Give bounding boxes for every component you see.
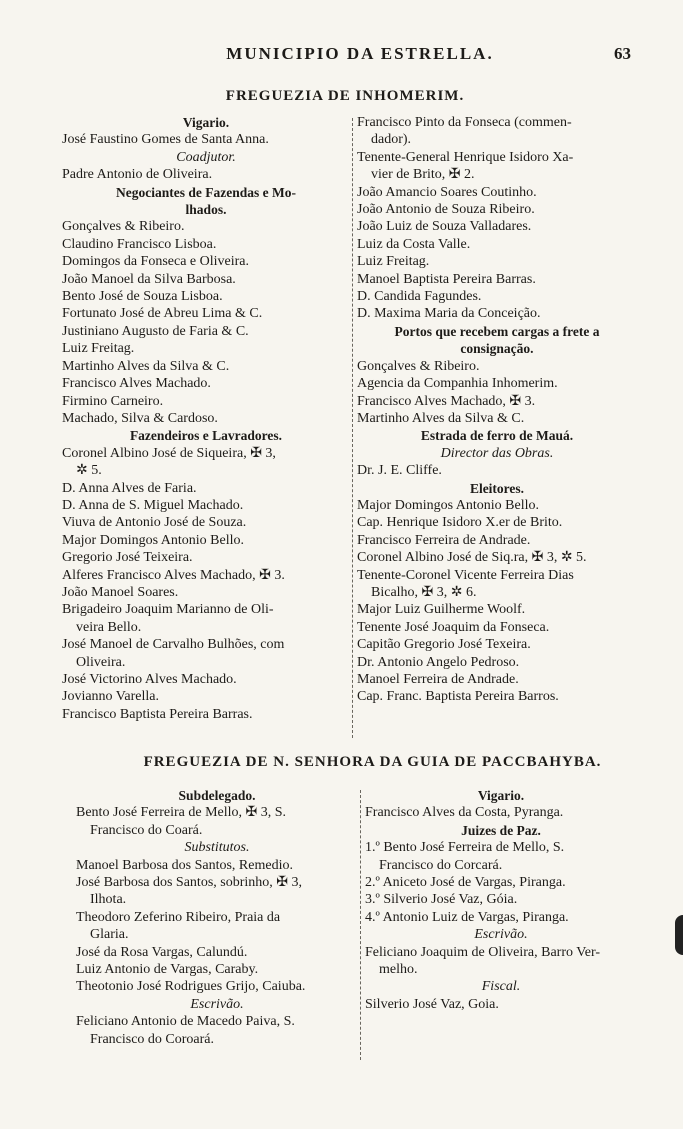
paccbahyba-right-section-heading: Juizes de Paz. [461, 822, 541, 838]
inhomerim-left-entry-line: Claudino Francisco Lisboa. [62, 236, 217, 252]
inhomerim-left-entry-line: Padre Antonio de Oliveira. [62, 167, 213, 183]
inhomerim-right-entry-line: Agencia da Companhia Inhomerim. [357, 376, 558, 392]
inhomerim-right-entry-line: Cap. Franc. Baptista Pereira Barros. [357, 689, 559, 705]
inhomerim-right-entry-line: Capitão Gregorio José Texeira. [357, 637, 531, 653]
paccbahyba-right-entry-line: 3.º Silverio José Vaz, Góia. [365, 892, 518, 908]
inhomerim-left-entry-line: Brigadeiro Joaquim Marianno de Oli- [62, 602, 274, 618]
inhomerim-left-entry-line: Domingos da Fonseca e Oliveira. [62, 254, 250, 270]
inhomerim-right-entry-line: Manoel Baptista Pereira Barras. [357, 271, 536, 287]
inhomerim-left-entry-line: Francisco Alves Machado. [62, 376, 211, 392]
column-right-inhomerim [357, 114, 637, 706]
inhomerim-right-entry-line: Major Luiz Guilherme Woolf. [357, 602, 526, 618]
inhomerim-right-entry-line: Francisco Ferreira de Andrade. [357, 532, 531, 548]
inhomerim-left-entry-line: Machado, Silva & Cardoso. [62, 410, 218, 426]
paccbahyba-right-entry-line: Feliciano Joaquim de Oliveira, Barro Ver- [365, 944, 601, 960]
inhomerim-left-section-heading: Negociantes de Fazendas e Mo- [116, 184, 296, 200]
paccbahyba-right-section-heading: Vigario. [477, 788, 525, 803]
inhomerim-left-entry-line: D. Anna Alves de Faria. [62, 480, 197, 496]
inhomerim-left-entry-line: Major Domingos Antonio Bello. [62, 532, 244, 548]
paccbahyba-left-subheading: Escrivão. [190, 996, 244, 1012]
paccbahyba-right-entry-line: 1.º Bento José Ferreira de Mello, S. [365, 840, 565, 856]
inhomerim-left-entry-line: Gonçalves & Ribeiro. [62, 219, 185, 235]
inhomerim-right-section-heading: Portos que recebem cargas a frete a [394, 323, 600, 339]
inhomerim-right-entry-line: Luiz da Costa Valle. [357, 236, 471, 252]
inhomerim-right-entry-line: Martinho Alves da Silva & C. [357, 410, 525, 426]
inhomerim-left-entry-line: Martinho Alves da Silva & C. [62, 358, 230, 374]
running-title: MUNICIPIO DA ESTRELLA. [226, 44, 494, 63]
column-left-paccbahyba [76, 787, 358, 1048]
inhomerim-left-entry-line: D. Anna de S. Miguel Machado. [62, 497, 244, 513]
paccbahyba-right-entry-line: Francisco do Corcará. [379, 857, 503, 873]
inhomerim-left-entry-line: Alferes Francisco Alves Machado, ✠ 3. [62, 567, 285, 583]
inhomerim-left-section-heading: lhados. [185, 202, 227, 218]
inhomerim-right-entry-line: Coronel Albino José de Siq.ra, ✠ 3, ✲ 5. [357, 550, 587, 566]
paccbahyba-left-entry-line: Francisco do Coroará. [90, 1031, 215, 1047]
paccbahyba-right-entry-line: melho. [379, 962, 418, 978]
inhomerim-right-entry-line: Dr. J. E. Cliffe. [357, 463, 442, 479]
paccbahyba-left-entry-line: Francisco do Coará. [90, 822, 203, 838]
inhomerim-left-entry-line: Viuva de Antonio José de Souza. [62, 515, 247, 531]
inhomerim-right-entry-line: Francisco Alves Machado, ✠ 3. [357, 393, 536, 409]
inhomerim-right-section-heading: consignação. [460, 341, 534, 357]
inhomerim-right-subheading: Director das Obras. [440, 445, 554, 461]
paccbahyba-left-section-heading: Subdelegado. [178, 788, 256, 803]
inhomerim-left-entry-line: Francisco Baptista Pereira Barras. [62, 706, 253, 722]
section-title-inhomerim: FREGUEZIA DE INHOMERIM. [225, 88, 465, 104]
inhomerim-right-entry-line: D. Candida Fagundes. [357, 289, 482, 305]
column-divider-2 [360, 790, 361, 1060]
inhomerim-left-entry-line: José Manoel de Carvalho Bulhões, com [62, 637, 285, 653]
paccbahyba-left-entry-line: Feliciano Antonio de Macedo Paiva, S. [76, 1014, 295, 1030]
inhomerim-right-section-heading: Estrada de ferro de Mauá. [420, 428, 574, 444]
inhomerim-left-section-heading: Vigario. [182, 115, 230, 130]
inhomerim-right-entry-line: João Amancio Soares Coutinho. [357, 184, 537, 200]
paccbahyba-right-entry-line: 2.º Aniceto José de Vargas, Piranga. [365, 875, 566, 891]
inhomerim-right-entry-line: Luiz Freitag. [357, 254, 430, 270]
inhomerim-left-entry-line: ✲ 5. [76, 463, 102, 479]
inhomerim-left-subheading: Coadjutor. [176, 149, 236, 165]
inhomerim-left-entry-line: José Faustino Gomes de Santa Anna. [62, 132, 269, 148]
inhomerim-left-entry-line: João Manoel da Silva Barbosa. [62, 271, 236, 287]
column-left-inhomerim [62, 114, 350, 723]
paccbahyba-right-subheading: Fiscal. [481, 979, 521, 995]
inhomerim-left-entry-line: Bento José de Souza Lisboa. [62, 289, 223, 305]
paccbahyba-left-entry-line: Theodoro Zeferino Ribeiro, Praia da [76, 909, 281, 925]
inhomerim-right-entry-line: Tenente-General Henrique Isidoro Xa- [357, 149, 574, 165]
inhomerim-right-entry-line: Gonçalves & Ribeiro. [357, 358, 480, 374]
paccbahyba-left-entry-line: Manoel Barbosa dos Santos, Remedio. [76, 857, 293, 873]
page-number: 63 [614, 44, 631, 63]
inhomerim-right-entry-line: dador). [371, 132, 412, 148]
inhomerim-right-entry-line: Bicalho, ✠ 3, ✲ 6. [371, 584, 477, 600]
paccbahyba-right-entry-line: 4.º Antonio Luiz de Vargas, Piranga. [365, 909, 569, 925]
paccbahyba-right-subheading: Escrivão. [474, 927, 528, 943]
paccbahyba-left-entry-line: Glaria. [90, 927, 129, 943]
inhomerim-left-entry-line: Fortunato José de Abreu Lima & C. [62, 306, 263, 322]
inhomerim-left-entry-line: Firmino Carneiro. [62, 393, 164, 409]
ink-blot [675, 915, 683, 955]
inhomerim-left-entry-line: Jovianno Varella. [62, 689, 159, 705]
inhomerim-right-entry-line: Major Domingos Antonio Bello. [357, 497, 539, 513]
inhomerim-left-entry-line: Coronel Albino José de Siqueira, ✠ 3, [62, 445, 276, 461]
paccbahyba-left-entry-line: José da Rosa Vargas, Calundú. [76, 944, 248, 960]
paccbahyba-left-entry-line: Theotonio José Rodrigues Grijo, Caiuba. [76, 979, 306, 995]
inhomerim-left-entry-line: José Victorino Alves Machado. [62, 672, 237, 687]
paccbahyba-left-entry-line: Bento José Ferreira de Mello, ✠ 3, S. [76, 805, 287, 821]
paccbahyba-left-entry-line: Luiz Antonio de Vargas, Caraby. [76, 962, 259, 978]
inhomerim-right-entry-line: Manoel Ferreira de Andrade. [357, 672, 519, 687]
section-title-paccbahyba: FREGUEZIA DE N. SENHORA DA GUIA DE PACCBAHYBA. [143, 754, 602, 770]
paccbahyba-left-entry-line: José Barbosa dos Santos, sobrinho, ✠ 3, [76, 875, 303, 891]
inhomerim-right-entry-line: D. Maxima Maria da Conceição. [357, 306, 541, 322]
paccbahyba-right-entry-line: Francisco Alves da Costa, Pyranga. [365, 805, 564, 821]
paccbahyba-left-entry-line: Ilhota. [90, 892, 127, 908]
inhomerim-right-entry-line: Francisco Pinto da Fonseca (commen- [357, 115, 572, 130]
inhomerim-right-entry-line: Tenente José Joaquim da Fonseca. [357, 619, 550, 635]
inhomerim-left-entry-line: Luiz Freitag. [62, 341, 135, 357]
inhomerim-right-entry-line: Cap. Henrique Isidoro X.er de Brito. [357, 515, 563, 531]
inhomerim-left-entry-line: João Manoel Soares. [62, 584, 179, 600]
column-right-paccbahyba [365, 787, 637, 1013]
inhomerim-left-section-heading: Fazendeiros e Lavradores. [129, 428, 283, 444]
inhomerim-left-entry-line: veira Bello. [76, 619, 142, 635]
inhomerim-right-entry-line: Tenente-Coronel Vicente Ferreira Dias [357, 567, 574, 583]
inhomerim-left-entry-line: Oliveira. [76, 654, 126, 670]
paccbahyba-right-entry-line: Silverio José Vaz, Goia. [365, 996, 499, 1012]
inhomerim-right-entry-line: João Antonio de Souza Ribeiro. [357, 202, 535, 218]
inhomerim-left-entry-line: Gregorio José Teixeira. [62, 550, 193, 566]
paccbahyba-left-subheading: Substitutos. [184, 840, 250, 856]
inhomerim-right-entry-line: vier de Brito, ✠ 2. [371, 167, 475, 183]
inhomerim-right-section-heading: Eleitores. [469, 480, 525, 496]
inhomerim-right-entry-line: João Luiz de Souza Valladares. [357, 219, 532, 235]
inhomerim-right-entry-line: Dr. Antonio Angelo Pedroso. [357, 654, 520, 670]
column-divider [352, 118, 353, 738]
inhomerim-left-entry-line: Justiniano Augusto de Faria & C. [62, 323, 249, 339]
